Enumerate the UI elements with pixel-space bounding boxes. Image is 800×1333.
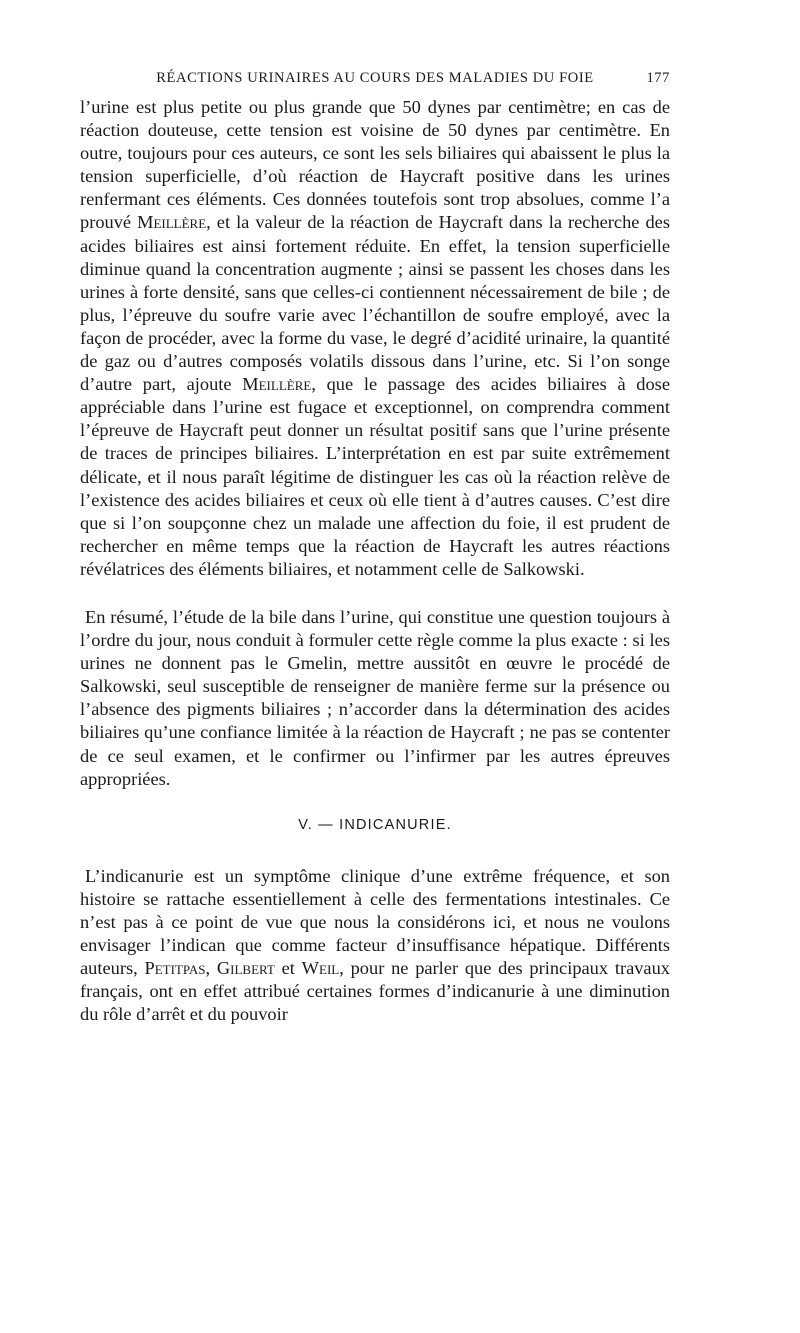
author-name: Petitpas [144,958,206,979]
paragraph-indicanurie [80,865,670,1027]
author-name: Weil [301,958,340,979]
text-run: , que le passage des acides biliaires à dose appréciable dans l’urine est fugace et exceptionnel, on comprendra comment l’épreuve de Haycraft peut donner un résultat positif sans que l’urine présente de traces de principes biliaires. L’interprétation en est par suite extrêmement délicate, et il nous paraît légitime de distinguer les cas où la réaction relève de l’existence des acides biliaires et ceux où elle tient à d’autres causes. C’est dire que si l’on soupçonne chez un malade une affection du foie, il est prudent de rechercher en même temps que la réaction de Haycraft les autres réactions révélatrices des éléments biliaires, et notamment celle de Salkowski. [80,374,670,579]
section-heading: V. — INDICANURIE. [298,816,452,833]
author-name: Meillère [137,212,207,233]
text-run: L’indicanurie est un symptôme clinique d’une extrême fréquence, et son histoire se rattache essentiellement à celle des fermentations intestinales. Ce n’est pas à ce point de vue que nous la considérons ici, et nous ne voulons envisager l’indican que comme facteur d’insuffisance hépatique. Différents auteurs, [80,865,670,979]
author-name: Meillère [242,374,312,395]
author-name: Gilbert [216,958,275,979]
paragraph-gap [80,581,670,606]
paragraph-summary: En résumé, l’étude de la bile dans l’urine, qui constitue une question toujours à l’ordre du jour, nous conduit à formuler cette règle comme la plus exacte : si les urines ne donnent pas le Gmelin, mettre aussitôt en œuvre le procédé de Salkowski, seul susceptible de renseigner de manière ferme sur la présence ou l’absence des pigments biliaires ; n’accorder dans la détermination des acides biliaires qu’une confiance limitée à la réaction de Haycraft ; ne pas se contenter de ce seul examen, et le confirmer ou l’infirmer par les autres épreuves appropriées. [80,606,670,789]
book-page [80,70,670,1026]
text-run: l’urine est plus petite ou plus grande que 50 dynes par centimètre; en cas de réaction douteuse, cette tension est voisine de 50 dynes par centimètre. En outre, toujours pour ces auteurs, ce sont les sels biliaires qui abaissent le plus la tension superficielle, d’où réaction de Haycraft positive dans les urines renfermant ces éléments. Ces données toutefois sont trop absolues, comme l’a prouvé [80,97,670,233]
paragraph-haycraft [80,96,670,581]
running-title: RÉACTIONS URINAIRES AU COURS DES MALADIES DU FOIE [156,70,594,86]
running-head [80,70,670,96]
text-run: et [274,958,302,979]
text-run: , [205,958,217,979]
text-run: , et la valeur de la réaction de Haycraft dans la recherche des acides biliaires est ainsi fortement réduite. En effet, la tension superficielle diminue quand la concentration augmente ; ainsi se passent les choses dans les urines à forte densité, sans que celles-ci contiennent nécessairement de bile ; de plus, l’épreuve du soufre varie avec l’échantillon de soufre employé, avec la façon de procéder, avec la forme du vase, le degré d’acidité urinaire, la quantité de gaz ou d’autres composés volatils dissous dans l’urine, etc. Si l’on songe d’autre part, ajoute [80,212,670,395]
page-number: 177 [646,70,670,86]
text-run: , pour ne parler que des principaux travaux français, ont en effet attribué certaines formes d’indicanurie à une diminution du rôle d’arrêt et du pouvoir [80,958,670,1025]
